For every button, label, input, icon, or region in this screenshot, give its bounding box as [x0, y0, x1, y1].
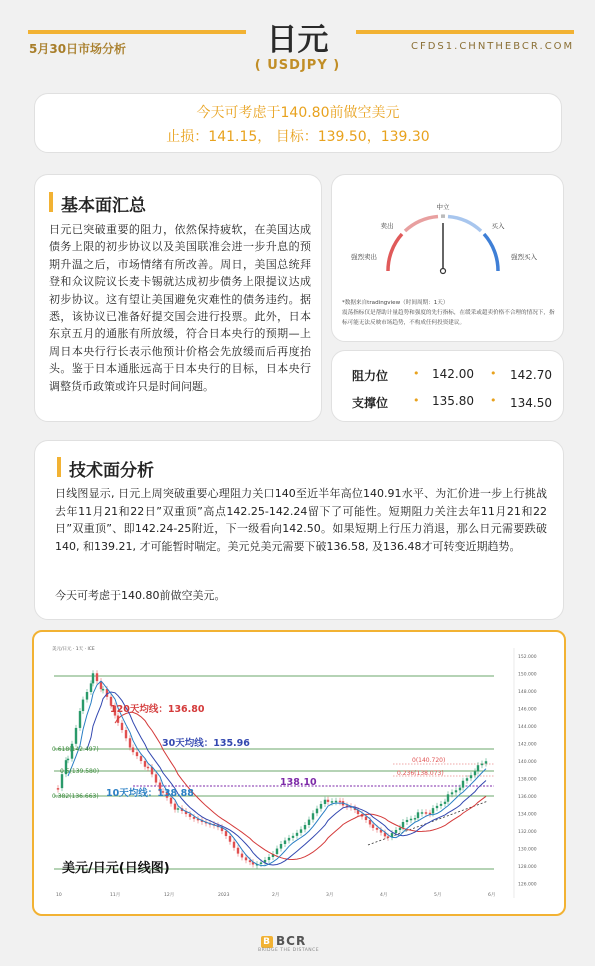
time-tick-label: 2023 — [218, 893, 230, 898]
candle — [86, 692, 88, 700]
gauge-arc-strong-sell — [388, 234, 402, 271]
candle — [462, 781, 464, 788]
candle — [447, 794, 449, 801]
candle — [436, 806, 438, 808]
candle — [90, 683, 92, 692]
candle — [284, 840, 286, 844]
technical-conclusion: 今天可考虑于140.80前做空美元。 — [55, 589, 226, 602]
ma30-label: 30天均线：135.96 — [162, 738, 250, 749]
candle — [67, 759, 69, 761]
levels-card — [331, 350, 564, 422]
gauge-arc-buy — [448, 217, 481, 232]
candle — [455, 790, 457, 792]
fib-label-618: 0.618(142.497) — [52, 746, 99, 753]
candle — [481, 764, 483, 766]
price-tick-label: 146.000 — [518, 707, 537, 713]
price-ticks — [518, 654, 537, 888]
candle — [92, 673, 94, 683]
footer-tagline: BRIDGE THE DISTANCE — [258, 948, 320, 953]
candle — [444, 802, 446, 804]
candle — [155, 774, 157, 782]
candle — [225, 831, 227, 836]
price-tick-label: 136.000 — [518, 795, 537, 800]
candle — [485, 761, 487, 763]
bullet-icon: • — [490, 367, 497, 380]
ma10-label: 10天均线：138.88 — [106, 788, 194, 799]
resistance-label: 阻力位 — [352, 369, 389, 383]
price-tick-label: 148.000 — [518, 690, 537, 695]
technical-title: 技术面分析 — [69, 461, 154, 481]
candle — [410, 819, 412, 821]
candle — [296, 833, 298, 836]
candle — [245, 857, 247, 860]
candle — [125, 730, 127, 738]
candle — [241, 854, 243, 858]
candle — [369, 820, 371, 824]
candle — [474, 771, 476, 775]
gauge-arc-sell — [405, 217, 438, 232]
candle — [470, 775, 472, 778]
gauge-disclaimer: *数据来自tradingview（时间周期：1天） 震荡指标仅是帮助计量趋势和强度的先行指标，在缓采或超卖价格不合理的情况下，指标可能无法反映市场趋势，不构成任何投资建议。 — [342, 300, 555, 326]
candle — [304, 825, 306, 829]
footer-logo — [261, 934, 306, 948]
gauge-label-strong-buy: 强烈买入 — [511, 253, 537, 261]
price-tick-label: 134.000 — [518, 812, 537, 818]
candle — [459, 788, 461, 791]
chart-header-text: 美元/日元 · 1天 · ICE — [52, 647, 95, 652]
candle — [324, 800, 326, 804]
page-title: 日元 — [266, 22, 329, 58]
support-label: 支撑位 — [352, 396, 389, 410]
candle — [402, 822, 404, 828]
site-url[interactable]: CFDS1.CHNTHEBCR.COM — [411, 41, 575, 52]
candle — [233, 842, 235, 848]
candle — [425, 812, 427, 814]
price-tick-label: 130.000 — [518, 847, 537, 853]
candle — [406, 820, 408, 822]
chart-caption: 美元/日元(日线图) — [62, 861, 170, 876]
resistance-1: 142.00 — [432, 367, 474, 381]
candle — [376, 828, 378, 830]
fib-label-500: 0.5(139.580) — [60, 768, 100, 775]
sentiment-gauge-card — [331, 174, 564, 342]
price-tick-label: 142.000 — [518, 742, 537, 748]
candle — [96, 673, 98, 681]
candle — [331, 801, 333, 803]
candle — [229, 836, 231, 842]
fib-label-0: 0(140.720) — [412, 757, 446, 764]
candle — [140, 756, 142, 761]
candle — [451, 792, 453, 794]
gauge-label-buy: 买入 — [491, 222, 505, 230]
section-marker — [57, 457, 61, 477]
candle — [193, 817, 195, 819]
candle — [414, 818, 416, 820]
candle — [421, 812, 423, 814]
candle — [132, 747, 134, 752]
candle — [268, 857, 270, 860]
candle — [136, 752, 138, 756]
candle — [189, 814, 191, 817]
sentiment-gauge — [332, 175, 563, 295]
candle — [280, 844, 282, 849]
candle — [440, 804, 442, 806]
gauge-arc-strong-buy — [484, 234, 498, 271]
candle — [102, 689, 104, 691]
price-tick-label: 126.000 — [518, 882, 537, 888]
price-tick-label: 128.000 — [518, 865, 537, 870]
recommendation-line-2: 止损：141.15， 目标：139.50，139.30 — [166, 129, 430, 145]
price-tick-label: 132.000 — [518, 830, 537, 835]
resistance-2: 142.70 — [510, 368, 552, 382]
recommendation-line-1: 今天可考虑于140.80前做空美元 — [196, 105, 400, 121]
time-tick-label: 3月 — [326, 893, 334, 898]
gauge-label-strong-sell: 强烈卖出 — [351, 253, 377, 261]
candle — [466, 778, 468, 781]
candle — [61, 774, 63, 788]
bullet-icon: • — [413, 394, 420, 407]
candle — [144, 761, 146, 767]
section-marker — [49, 192, 53, 212]
price-tick-label: 144.000 — [518, 725, 537, 730]
fib-label-236: 0.236(138.073) — [397, 770, 444, 777]
gauge-label-neutral: 中立 — [436, 203, 450, 211]
support-2: 134.50 — [510, 396, 552, 410]
gauge-pivot — [441, 269, 446, 274]
candle — [477, 765, 479, 771]
candle — [147, 767, 149, 769]
time-ticks — [56, 891, 495, 898]
candle — [432, 808, 434, 813]
candle — [417, 812, 419, 818]
time-tick-label: 11月 — [110, 893, 121, 898]
candle — [365, 817, 367, 820]
fundamentals-title: 基本面汇总 — [61, 196, 146, 216]
candle — [121, 723, 123, 730]
time-tick-label: 5月 — [434, 893, 442, 898]
candle — [75, 728, 77, 744]
candle — [312, 813, 314, 819]
candle — [339, 801, 341, 803]
price-chart-card — [32, 630, 566, 916]
bullet-icon: • — [413, 367, 420, 380]
candle — [237, 848, 239, 854]
recommendation-card — [34, 93, 562, 153]
header-bar-right — [356, 30, 574, 34]
candle — [308, 820, 310, 825]
fundamentals-card — [34, 174, 322, 422]
logo-icon: B — [261, 936, 273, 948]
fib-label-382: 0.382(136.663) — [52, 793, 99, 800]
fundamentals-text: 日元已突破重要的阻力，依然保持疲软，在美国达成债务上限的初步协议以及美国联准会进一步升息的预期升温之后，市场情绪有所改善。周日，美国总统拜登和众议院议长麦卡锡就达成初步债务上限提议达成初步协议。这有望让美国避免灾难性的债务违约。据悉，该协议已准备好提交国会进行投票。此外，日本东京五月的通胀有所放缓，符合日本央行的预期—上周日本央行行长表示他预计价格会先放缓而后再度抬头。鉴于日本通胀远高于日本央行的目标，日本央行调整货币政策或许只是时间问题。 — [49, 223, 311, 393]
candle — [320, 804, 322, 809]
candle — [327, 800, 329, 802]
candle — [174, 804, 176, 810]
technical-text: 日线图显示, 日元上周突破重要心理阻力关口140至近半年高位140.91水平、为汇价进一步上行挑战去年11月21和22日”双重顶”高点142.25-142.24留下了可能性。短期阻力关注去年11月21和22日”双重顶”、即142.24-25附近，下一级看向142.50。如果短期上行压力消退，那么日元需要跌破140, 和139.21, 才可能暂时喘定。美元兑美元需要下破136.58, 及136.48才可转变近期趋势。 — [55, 487, 547, 553]
level-label: 138.10 — [280, 777, 317, 788]
page-subtitle: ( USDJPY ) — [254, 58, 341, 73]
candle — [129, 738, 131, 747]
time-tick-label: 10 — [56, 893, 62, 898]
time-tick-label: 2月 — [272, 893, 280, 898]
support-1: 135.80 — [432, 394, 474, 408]
gauge-label-sell: 卖出 — [380, 222, 394, 230]
price-tick-label: 152.000 — [518, 655, 537, 660]
candle — [292, 836, 294, 838]
candle — [399, 828, 401, 830]
ma120-label: 120天均线：136.80 — [110, 704, 205, 715]
candle — [260, 862, 262, 864]
price-tick-label: 140.000 — [518, 760, 537, 765]
candle — [300, 829, 302, 832]
report-date: 5月30日市场分析 — [29, 42, 127, 56]
price-chart[interactable] — [38, 636, 560, 910]
bullet-icon: • — [490, 394, 497, 407]
technical-card — [34, 440, 564, 620]
time-tick-label: 12月 — [164, 893, 175, 898]
time-tick-label: 6月 — [488, 893, 496, 898]
candle — [387, 836, 389, 838]
candle — [79, 711, 81, 728]
candle — [82, 700, 84, 711]
price-tick-label: 138.000 — [518, 777, 537, 783]
candle — [57, 788, 59, 790]
candle — [372, 824, 374, 827]
candle — [276, 849, 278, 854]
candle — [395, 830, 397, 833]
time-tick-label: 4月 — [380, 893, 388, 898]
header-bar-left — [28, 30, 246, 34]
candle — [177, 808, 179, 810]
logo-text: BCR — [276, 934, 307, 948]
candle — [316, 809, 318, 814]
candle — [288, 838, 290, 841]
candle — [335, 801, 337, 803]
price-tick-label: 150.000 — [518, 672, 537, 678]
